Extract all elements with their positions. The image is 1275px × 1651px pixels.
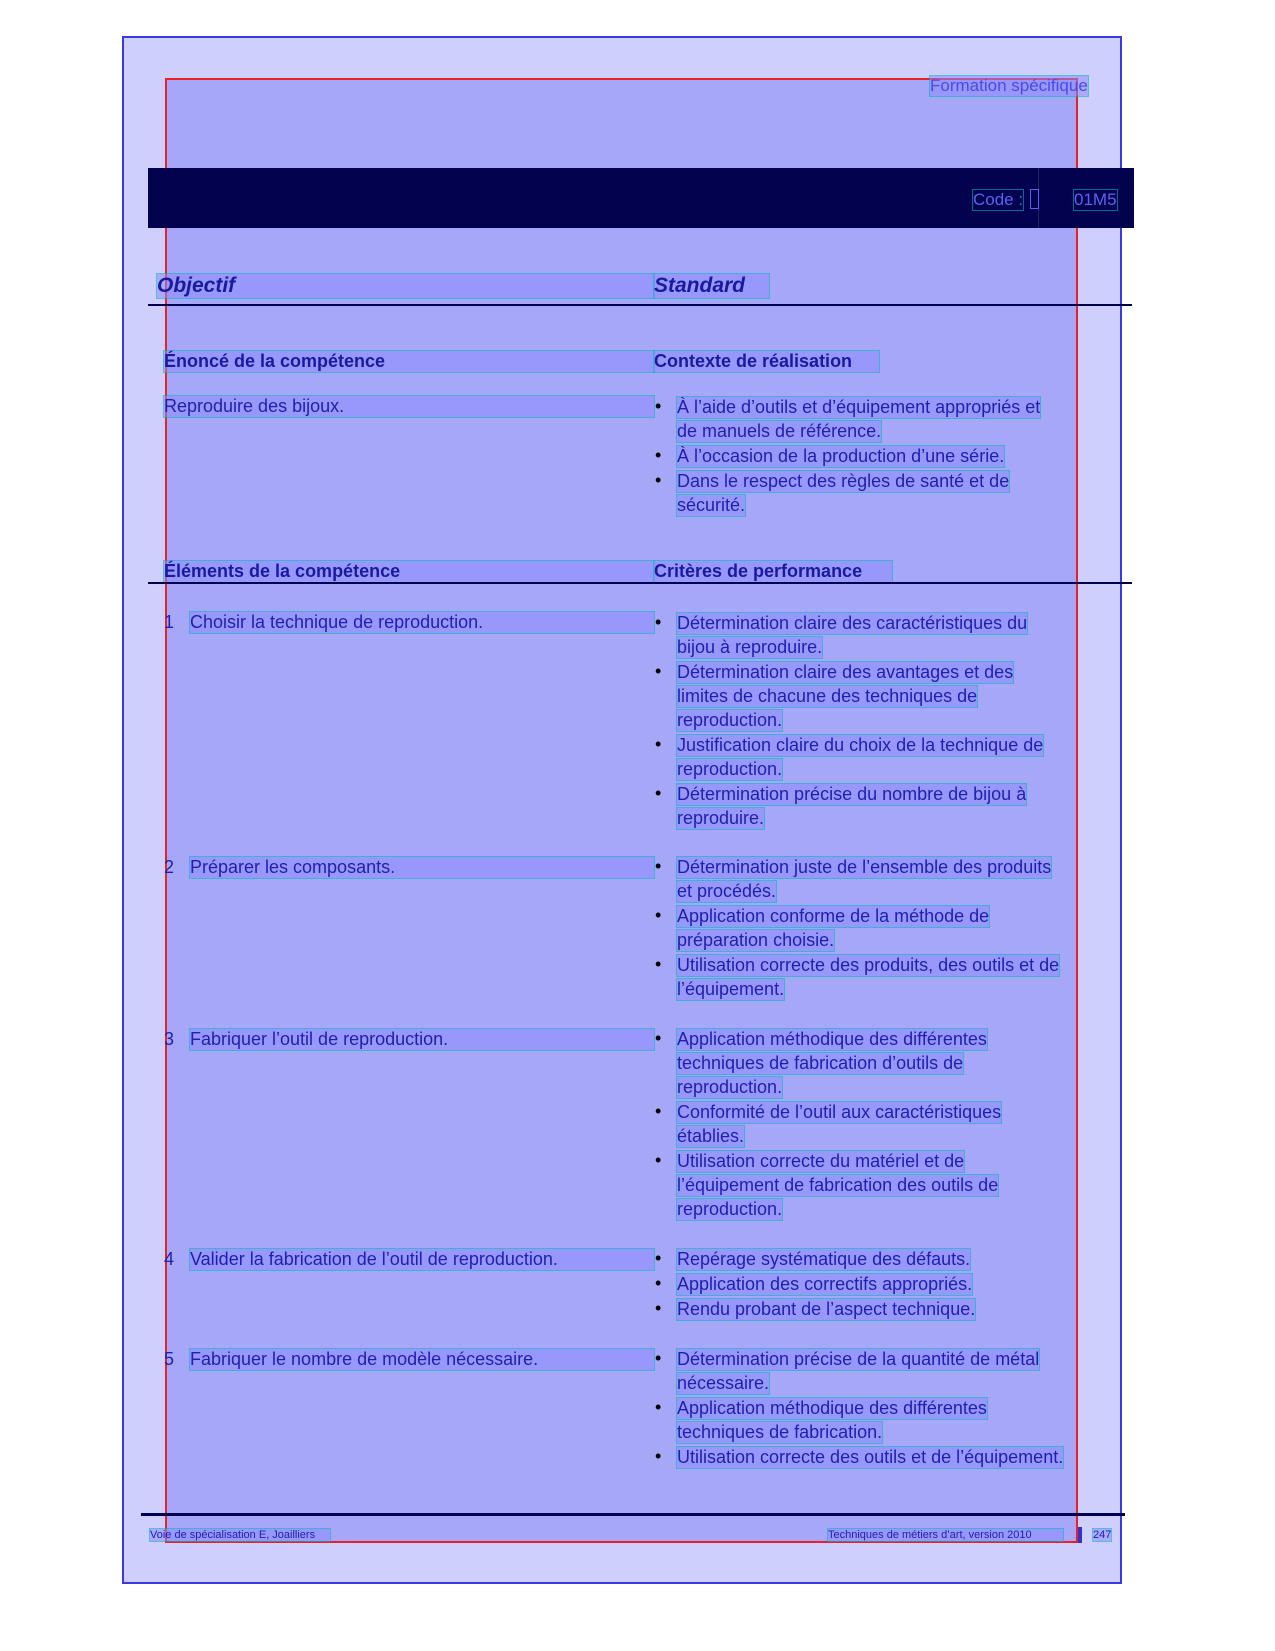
bullet-icon: • (655, 856, 662, 876)
criterion-line: Application conforme de la méthode de (677, 906, 990, 926)
criterion-line: Application méthodique des différentes (677, 1398, 987, 1418)
context-line: de manuels de référence. (677, 421, 882, 441)
criterion-line: Application méthodique des différentes (677, 1029, 987, 1049)
bullet-icon: • (655, 1397, 662, 1417)
criterion-line: Détermination claire des avantages et des (677, 662, 1014, 682)
elements-title: Éléments de la compétence (164, 561, 654, 582)
element-text: Préparer les composants. (190, 857, 654, 878)
footer-left: Voie de spécialisation E, Joailliers (150, 1529, 330, 1541)
criterion-line: Détermination précise de la quantité de métal (677, 1349, 1040, 1369)
criterion-line: l’équipement. (677, 979, 785, 999)
footer-page-marker (1078, 1527, 1082, 1543)
criterion-line: Utilisation correcte du matériel et de (677, 1151, 965, 1171)
bullet-icon: • (655, 783, 662, 803)
statement-text: Reproduire des bijoux. (164, 396, 654, 417)
criterion-line: Rendu probant de l’aspect technique. (677, 1299, 976, 1319)
statement-title: Énoncé de la compétence (164, 351, 654, 372)
bullet-icon: • (655, 1273, 662, 1293)
criterion-line: Justification claire du choix de la technique de (677, 735, 1044, 755)
element-text: Choisir la technique de reproduction. (190, 612, 654, 633)
code-value: 01M5 (1074, 190, 1117, 209)
standard-heading: Standard (654, 274, 769, 298)
criterion-line: Application des correctifs appropriés. (677, 1274, 973, 1294)
footer-rule (141, 1513, 1125, 1516)
context-line: sécurité. (677, 495, 746, 515)
criterion-line: techniques de fabrication d’outils de (677, 1053, 964, 1073)
criterion-line: reproduction. (677, 710, 783, 730)
criterion-line: Conformité de l’outil aux caractéristiques (677, 1102, 1002, 1122)
criterion-line: nécessaire. (677, 1373, 770, 1393)
element-number: 5 (164, 1349, 175, 1369)
bullet-icon: • (655, 445, 662, 465)
section-rule (148, 582, 1132, 584)
bullet-icon: • (655, 1101, 662, 1121)
criterion-line: préparation choisie. (677, 930, 835, 950)
section-label: Formation spécifique (930, 76, 1088, 95)
criterion-line: limites de chacune des techniques de (677, 686, 978, 706)
code-label: Code : (973, 190, 1024, 209)
criterion-line: reproduction. (677, 1077, 783, 1097)
context-line: Dans le respect des règles de santé et de (677, 471, 1010, 491)
bullet-icon: • (655, 954, 662, 974)
criterion-line: reproduction. (677, 759, 783, 779)
element-number: 1 (164, 612, 175, 632)
criterion-line: Utilisation correcte des produits, des outils et de (677, 955, 1060, 975)
criterion-line: techniques de fabrication. (677, 1422, 883, 1442)
bullet-icon: • (655, 734, 662, 754)
criteria-title: Critères de performance (654, 561, 892, 582)
element-number: 3 (164, 1029, 175, 1049)
bullet-icon: • (655, 1446, 662, 1466)
criterion-line: Détermination précise du nombre de bijou à (677, 784, 1027, 804)
context-line: À l’occasion de la production d’une série. (677, 446, 1005, 466)
bullet-icon: • (655, 1248, 662, 1268)
bullet-icon: • (655, 1028, 662, 1048)
context-title: Contexte de réalisation (654, 351, 879, 372)
element-text: Fabriquer le nombre de modèle nécessaire. (190, 1349, 654, 1370)
objective-heading: Objectif (157, 274, 654, 298)
element-number: 4 (164, 1249, 175, 1269)
footer-page: 247 (1093, 1529, 1112, 1541)
bullet-icon: • (655, 1150, 662, 1170)
element-number: 2 (164, 857, 175, 877)
context-line: À l’aide d’outils et d’équipement appropriés et (677, 397, 1041, 417)
heading-rule (148, 304, 1132, 306)
criterion-line: Détermination juste de l’ensemble des produits (677, 857, 1052, 877)
criterion-line: reproduction. (677, 1199, 783, 1219)
criterion-line: Détermination claire des caractéristiques du (677, 613, 1028, 633)
bullet-icon: • (655, 1298, 662, 1318)
code-checkbox (1030, 189, 1039, 209)
bullet-icon: • (655, 905, 662, 925)
element-text: Valider la fabrication de l’outil de reproduction. (190, 1249, 654, 1270)
footer-right: Techniques de métiers d’art, version 2010 (828, 1529, 1063, 1541)
bullet-icon: • (655, 396, 662, 416)
element-text: Fabriquer l’outil de reproduction. (190, 1029, 654, 1050)
criterion-line: l’équipement de fabrication des outils de (677, 1175, 999, 1195)
criterion-line: et procédés. (677, 881, 777, 901)
criterion-line: bijou à reproduire. (677, 637, 823, 657)
criterion-line: reproduire. (677, 808, 765, 828)
bullet-icon: • (655, 470, 662, 490)
criterion-line: Repérage systématique des défauts. (677, 1249, 971, 1269)
criterion-line: établies. (677, 1126, 745, 1146)
bullet-icon: • (655, 612, 662, 632)
bullet-icon: • (655, 661, 662, 681)
bullet-icon: • (655, 1348, 662, 1368)
criterion-line: Utilisation correcte des outils et de l’équipement. (677, 1447, 1064, 1467)
